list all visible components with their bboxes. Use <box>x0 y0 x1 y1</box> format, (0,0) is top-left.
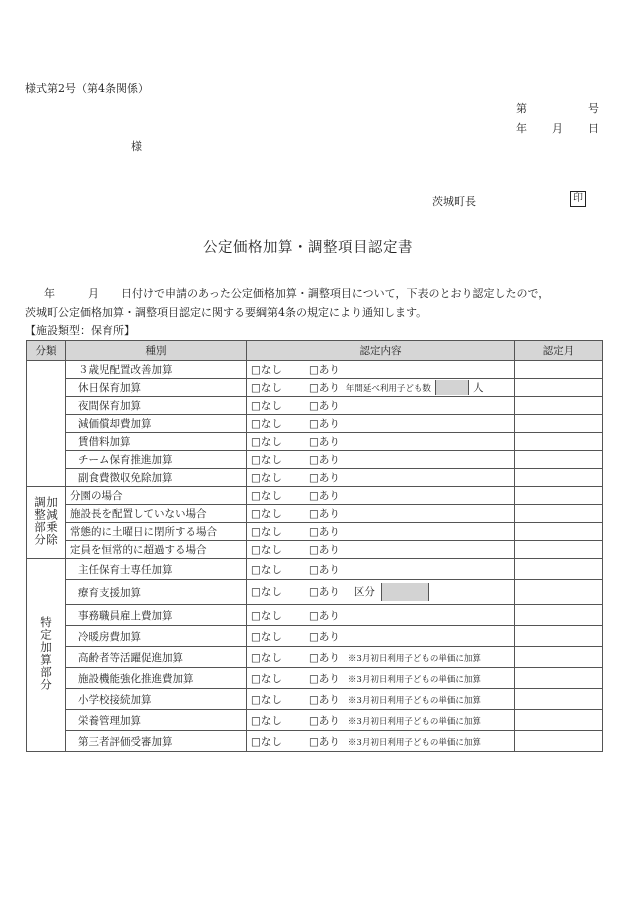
form-number: 様式第2号（第4条関係） <box>25 82 149 95</box>
option-cell <box>247 505 515 523</box>
table-row <box>27 731 603 752</box>
table-row <box>27 523 603 541</box>
option-none[interactable]: □なし <box>251 693 282 706</box>
option-yes[interactable]: □あり <box>309 651 340 664</box>
row-label: 施設長を配置していない場合 <box>66 505 247 523</box>
option-yes[interactable]: □あり <box>309 400 340 412</box>
category-label-specific: 特定加算部分 <box>39 616 53 691</box>
option-yes[interactable]: □あり <box>309 490 340 502</box>
table-row <box>27 647 603 668</box>
month-cell[interactable] <box>515 379 603 397</box>
row-label: チーム保育推進加算 <box>66 451 247 469</box>
option-yes[interactable]: □あり <box>309 472 340 484</box>
option-cell <box>247 487 515 505</box>
body-line-2: 茨城町公定価格加算・調整項目認定に関する要綱第4条の規定により通知します。 <box>25 306 428 319</box>
option-yes[interactable]: □あり <box>309 693 340 706</box>
month-cell[interactable] <box>515 361 603 379</box>
month-cell[interactable] <box>515 731 603 752</box>
option-cell <box>247 605 515 626</box>
document-title: 公定価格加算・調整項目認定書 <box>203 240 413 256</box>
table-row <box>27 605 603 626</box>
row-label: 分園の場合 <box>66 487 247 505</box>
row-label: 主任保育士専任加算 <box>66 559 247 580</box>
option-yes[interactable]: □あり <box>309 735 340 748</box>
option-none[interactable]: □なし <box>251 472 282 484</box>
option-none[interactable]: □なし <box>251 586 282 598</box>
row-label: 賃借料加算 <box>66 433 247 451</box>
option-cell <box>247 647 515 668</box>
option-none[interactable]: □なし <box>251 400 282 412</box>
table-row <box>27 580 603 605</box>
category-label-adjustment: 調整部分 <box>33 496 47 546</box>
count-note: 年間延べ利用子ども数 <box>345 383 431 394</box>
option-yes[interactable]: □あり <box>309 436 340 448</box>
option-none[interactable]: □なし <box>251 544 282 556</box>
option-yes[interactable]: □あり <box>309 586 340 598</box>
option-yes[interactable]: □あり <box>309 418 340 430</box>
table-row <box>27 361 603 379</box>
seal-mark: 印 <box>570 191 586 207</box>
option-none[interactable]: □なし <box>251 381 282 394</box>
category-cell-specific <box>27 559 66 752</box>
table-header-row <box>27 341 603 361</box>
row-label: 高齢者等活躍促進加算 <box>66 647 247 668</box>
header-month: 認定月 <box>515 341 603 361</box>
option-none[interactable]: □なし <box>251 714 282 727</box>
body-line-1: 年 月 日付けで申請のあった公定価格加算・調整項目について，下表のとおり認定したので， <box>44 287 550 300</box>
facility-type: 【施設類型：保育所】 <box>25 324 135 337</box>
option-cell <box>247 626 515 647</box>
month-cell[interactable] <box>515 505 603 523</box>
month-cell[interactable] <box>515 605 603 626</box>
table-row <box>27 505 603 523</box>
month-cell[interactable] <box>515 541 603 559</box>
table-row <box>27 397 603 415</box>
option-cell <box>247 433 515 451</box>
month-cell[interactable] <box>515 433 603 451</box>
header-content: 認定内容 <box>247 341 515 361</box>
table-row <box>27 689 603 710</box>
option-cell <box>247 559 515 580</box>
option-cell <box>247 379 515 397</box>
kubun-label: 区分 <box>353 586 375 598</box>
option-none[interactable]: □なし <box>251 490 282 502</box>
unit-price-note: ※3月初日利用子どもの単価に加算 <box>347 653 481 664</box>
table-row <box>27 668 603 689</box>
row-label: 第三者評価受審加算 <box>66 731 247 752</box>
header-category: 分類 <box>27 341 66 361</box>
option-yes[interactable]: □あり <box>309 630 340 643</box>
table-row <box>27 626 603 647</box>
category-label-arith: 加減乗除 <box>45 496 59 546</box>
table-row <box>27 559 603 580</box>
month-cell[interactable] <box>515 415 603 433</box>
row-label: 施設機能強化推進費加算 <box>66 668 247 689</box>
option-cell <box>247 668 515 689</box>
option-cell <box>247 541 515 559</box>
option-yes[interactable]: □あり <box>309 454 340 466</box>
table-row <box>27 487 603 505</box>
option-yes[interactable]: □あり <box>309 563 340 576</box>
row-label: 定員を恒常的に超過する場合 <box>66 541 247 559</box>
option-yes[interactable]: □あり <box>309 381 340 394</box>
month-cell[interactable] <box>515 559 603 580</box>
month-cell[interactable] <box>515 710 603 731</box>
option-cell <box>247 523 515 541</box>
option-yes[interactable]: □あり <box>309 609 340 622</box>
option-yes[interactable]: □あり <box>309 508 340 520</box>
option-none[interactable]: □なし <box>251 508 282 520</box>
unit-price-note: ※3月初日利用子どもの単価に加算 <box>347 716 481 727</box>
kubun-input[interactable] <box>381 583 429 601</box>
option-none[interactable]: □なし <box>251 436 282 448</box>
month-cell[interactable] <box>515 580 603 605</box>
option-cell <box>247 689 515 710</box>
unit-price-note: ※3月初日利用子どもの単価に加算 <box>347 674 481 685</box>
row-label: 事務職員雇上費加算 <box>66 605 247 626</box>
option-cell <box>247 397 515 415</box>
row-label: ３歳児配置改善加算 <box>66 361 247 379</box>
date-day: 日 <box>588 122 599 135</box>
row-label: 療育支援加算 <box>66 580 247 605</box>
option-cell <box>247 580 515 605</box>
row-label: 栄養管理加算 <box>66 710 247 731</box>
table-row <box>27 541 603 559</box>
option-none[interactable]: □なし <box>251 735 282 748</box>
addressee-honorific: 様 <box>131 140 142 153</box>
option-cell <box>247 415 515 433</box>
category-cell-adjustment <box>27 487 66 559</box>
option-cell <box>247 469 515 487</box>
unit-price-note: ※3月初日利用子どもの単価に加算 <box>347 695 481 706</box>
header-type: 種別 <box>66 341 247 361</box>
option-cell <box>247 731 515 752</box>
month-cell[interactable] <box>515 668 603 689</box>
table-row <box>27 433 603 451</box>
month-cell[interactable] <box>515 523 603 541</box>
option-yes[interactable]: □あり <box>309 526 340 538</box>
unit-price-note: ※3月初日利用子どもの単価に加算 <box>347 737 481 748</box>
option-yes[interactable]: □あり <box>309 672 340 685</box>
month-cell[interactable] <box>515 397 603 415</box>
number-prefix: 第 <box>516 102 527 115</box>
table-row <box>27 415 603 433</box>
certification-table <box>26 340 603 752</box>
option-cell <box>247 451 515 469</box>
row-label: 休日保育加算 <box>66 379 247 397</box>
table-row <box>27 710 603 731</box>
option-yes[interactable]: □あり <box>309 544 340 556</box>
option-none[interactable]: □なし <box>251 454 282 466</box>
category-cell-basic <box>27 361 66 487</box>
date-month: 月 <box>552 122 563 135</box>
option-none[interactable]: □なし <box>251 563 282 576</box>
month-cell[interactable] <box>515 469 603 487</box>
table-row <box>27 379 603 397</box>
row-label: 夜間保育加算 <box>66 397 247 415</box>
option-cell <box>247 361 515 379</box>
option-none[interactable]: □なし <box>251 526 282 538</box>
issuer-name: 茨城町長 <box>432 195 476 208</box>
option-none[interactable]: □なし <box>251 630 282 643</box>
option-none[interactable]: □なし <box>251 651 282 664</box>
option-none[interactable]: □なし <box>251 418 282 430</box>
month-cell[interactable] <box>515 626 603 647</box>
option-none[interactable]: □なし <box>251 364 282 376</box>
number-suffix: 号 <box>588 102 599 115</box>
option-yes[interactable]: □あり <box>309 714 340 727</box>
count-input[interactable] <box>435 380 469 395</box>
table-row <box>27 469 603 487</box>
month-cell[interactable] <box>515 689 603 710</box>
row-label: 副食費徴収免除加算 <box>66 469 247 487</box>
option-cell <box>247 710 515 731</box>
row-label: 減価償却費加算 <box>66 415 247 433</box>
month-cell[interactable] <box>515 487 603 505</box>
month-cell[interactable] <box>515 647 603 668</box>
date-year: 年 <box>516 122 527 135</box>
table-row <box>27 451 603 469</box>
row-label: 冷暖房費加算 <box>66 626 247 647</box>
month-cell[interactable] <box>515 451 603 469</box>
option-none[interactable]: □なし <box>251 609 282 622</box>
option-none[interactable]: □なし <box>251 672 282 685</box>
count-unit: 人 <box>472 381 484 394</box>
row-label: 常態的に土曜日に閉所する場合 <box>66 523 247 541</box>
option-yes[interactable]: □あり <box>309 364 340 376</box>
row-label: 小学校接続加算 <box>66 689 247 710</box>
